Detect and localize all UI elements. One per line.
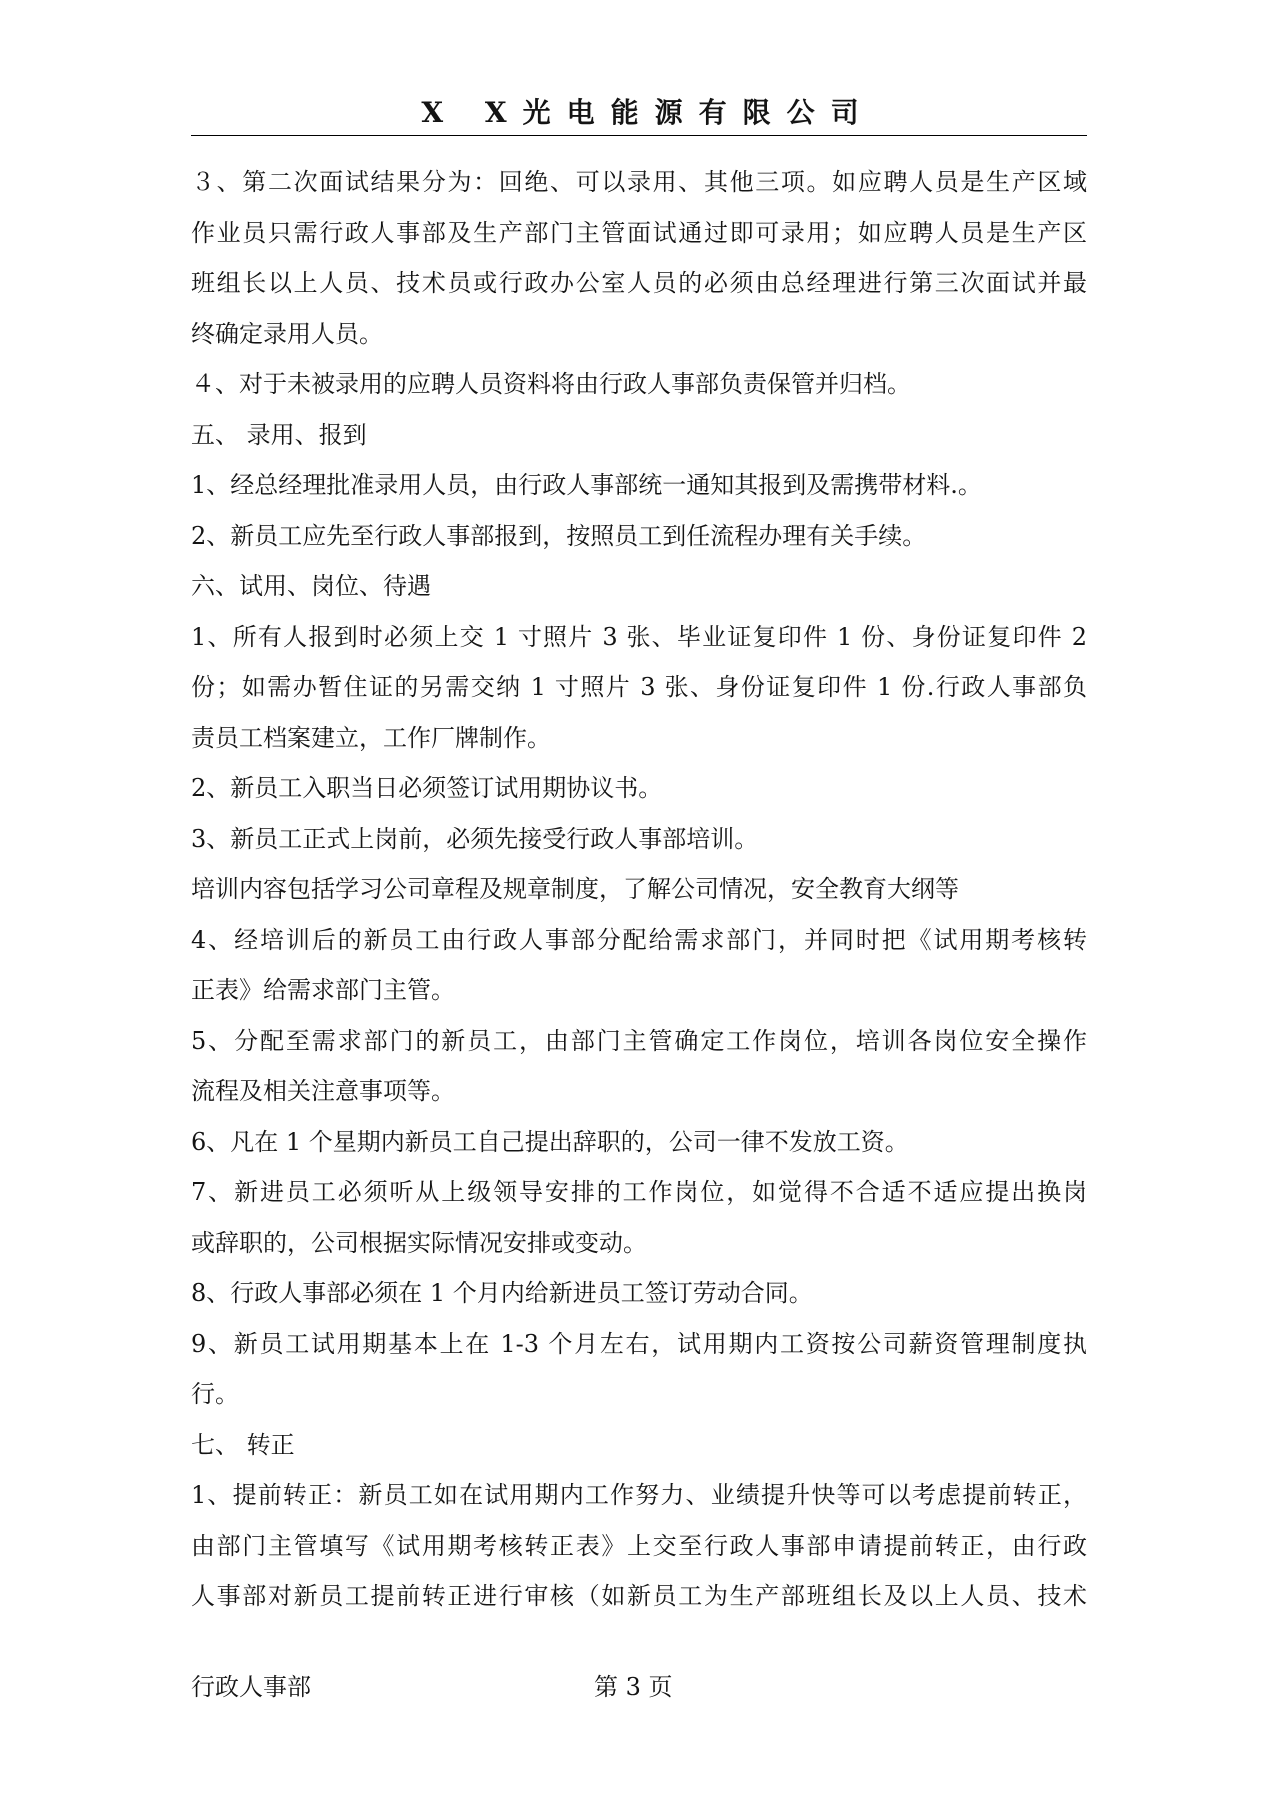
- paragraph: [191, 460, 1087, 511]
- paragraph: [191, 864, 1087, 915]
- paragraph-line: [191, 561, 1087, 612]
- paragraph: [191, 1268, 1087, 1319]
- line-text: 份；如需办暂住证的另需交纳 1 寸照片 3 张、身份证复印件 1 份.行政人事部负: [191, 673, 1087, 701]
- paragraph: [191, 410, 1087, 461]
- paragraph: [191, 1420, 1087, 1471]
- line-text: 9、新员工试用期基本上在 1-3 个月左右，试用期内工资按公司薪资管理制度执: [191, 1329, 1087, 1358]
- paragraph: [191, 1117, 1087, 1168]
- paragraph: [191, 1016, 1087, 1117]
- paragraph-line: [191, 814, 1087, 865]
- paragraph: [191, 612, 1087, 764]
- paragraph-line: [191, 965, 1087, 1016]
- paragraph-line: [191, 1470, 1087, 1521]
- paragraph-line: [191, 1167, 1087, 1218]
- paragraph-line: [191, 208, 1087, 259]
- footer-page-number: 第 3 页: [594, 1673, 673, 1701]
- header-divider: [191, 135, 1087, 136]
- paragraph-line: [191, 460, 1087, 511]
- line-text: 班组长以上人员、技术员或行政办公室人员的必须由总经理进行第三次面试并最: [191, 269, 1087, 297]
- line-text: 六、试用、岗位、待遇: [191, 572, 431, 600]
- line-text: 2、新员工入职当日必须签订试用期协议书。: [191, 774, 663, 802]
- paragraph: [191, 1167, 1087, 1268]
- line-text: 2、新员工应先至行政人事部报到，按照员工到任流程办理有关手续。: [191, 521, 927, 550]
- line-text: 8、行政人事部必须在 1 个月内给新进员工签订劳动合同。: [191, 1279, 813, 1307]
- line-text: 流程及相关注意事项等。: [191, 1077, 455, 1105]
- paragraph-line: [191, 258, 1087, 309]
- paragraph: [191, 915, 1087, 1016]
- paragraph-line: [191, 1369, 1087, 1420]
- line-text: 1、提前转正：新员工如在试用期内工作努力、业绩提升快等可以考虑提前转正，: [191, 1481, 1087, 1509]
- line-text: 培训内容包括学习公司章程及规章制度，了解公司情况，安全教育大纲等: [191, 875, 959, 903]
- line-text: 3、新员工正式上岗前，必须先接受行政人事部培训。: [191, 824, 759, 853]
- paragraph-line: [191, 662, 1087, 713]
- line-text: 6、凡在 1 个星期内新员工自己提出辞职的，公司一律不发放工资。: [191, 1127, 909, 1156]
- paragraph-line: [191, 309, 1087, 360]
- line-text: 5、分配至需求部门的新员工，由部门主管确定工作岗位，培训各岗位安全操作: [191, 1026, 1087, 1055]
- paragraph-line: [191, 359, 1087, 410]
- paragraph-line: [191, 1016, 1087, 1067]
- paragraph-line: [191, 713, 1087, 764]
- line-text: 行。: [191, 1380, 239, 1408]
- company-name-header: X X光电能源有限公司: [421, 96, 875, 129]
- line-text: 或辞职的，公司根据实际情况安排或变动。: [191, 1228, 647, 1257]
- page-footer: [0, 1662, 1280, 1712]
- paragraph-line: [191, 1066, 1087, 1117]
- paragraph-line: [191, 612, 1087, 663]
- line-text: 1、所有人报到时必须上交 1 寸照片 3 张、毕业证复印件 1 份、身份证复印件 2: [191, 622, 1087, 651]
- paragraph: [191, 763, 1087, 814]
- paragraph: [191, 359, 1087, 410]
- paragraph: [191, 1319, 1087, 1420]
- line-text: 正表》给需求部门主管。: [191, 976, 455, 1004]
- paragraph-line: [191, 410, 1087, 461]
- paragraph-line: [191, 1319, 1087, 1370]
- line-text: 责员工档案建立，工作厂牌制作。: [191, 723, 551, 752]
- line-text: ３、第二次面试结果分为：回绝、可以录用、其他三项。如应聘人员是生产区域: [191, 168, 1087, 196]
- paragraph-line: [191, 1420, 1087, 1471]
- line-text: 五、 录用、报到: [191, 420, 367, 449]
- document-body: [191, 157, 1087, 1622]
- paragraph-line: [191, 1268, 1087, 1319]
- footer-department: 行政人事部: [191, 1673, 311, 1701]
- paragraph-line: [191, 511, 1087, 562]
- paragraph: [191, 561, 1087, 612]
- paragraph-line: [191, 1571, 1087, 1622]
- line-text: 7、新进员工必须听从上级领导安排的工作岗位，如觉得不合适不适应提出换岗: [191, 1178, 1087, 1206]
- line-text: 终确定录用人员。: [191, 319, 383, 348]
- line-text: 由部门主管填写《试用期考核转正表》上交至行政人事部申请提前转正，由行政: [191, 1531, 1087, 1560]
- paragraph: [191, 511, 1087, 562]
- paragraph-line: [191, 1521, 1087, 1572]
- line-text: 作业员只需行政人事部及生产部门主管面试通过即可录用；如应聘人员是生产区: [191, 218, 1087, 247]
- paragraph-line: [191, 1218, 1087, 1269]
- line-text: ４、对于未被录用的应聘人员资料将由行政人事部负责保管并归档。: [191, 370, 911, 398]
- paragraph-line: [191, 864, 1087, 915]
- paragraph-line: [191, 915, 1087, 966]
- paragraph: [191, 157, 1087, 359]
- paragraph-line: [191, 763, 1087, 814]
- paragraph-line: [191, 157, 1087, 208]
- line-text: 人事部对新员工提前转正进行审核（如新员工为生产部班组长及以上人员、技术: [191, 1582, 1087, 1610]
- paragraph: [191, 1470, 1087, 1622]
- line-text: 1、经总经理批准录用人员，由行政人事部统一通知其报到及需携带材料.。: [191, 471, 982, 499]
- paragraph-line: [191, 1117, 1087, 1168]
- paragraph: [191, 814, 1087, 865]
- line-text: 4、经培训后的新员工由行政人事部分配给需求部门，并同时把《试用期考核转: [191, 925, 1087, 954]
- line-text: 七、 转正: [191, 1430, 295, 1459]
